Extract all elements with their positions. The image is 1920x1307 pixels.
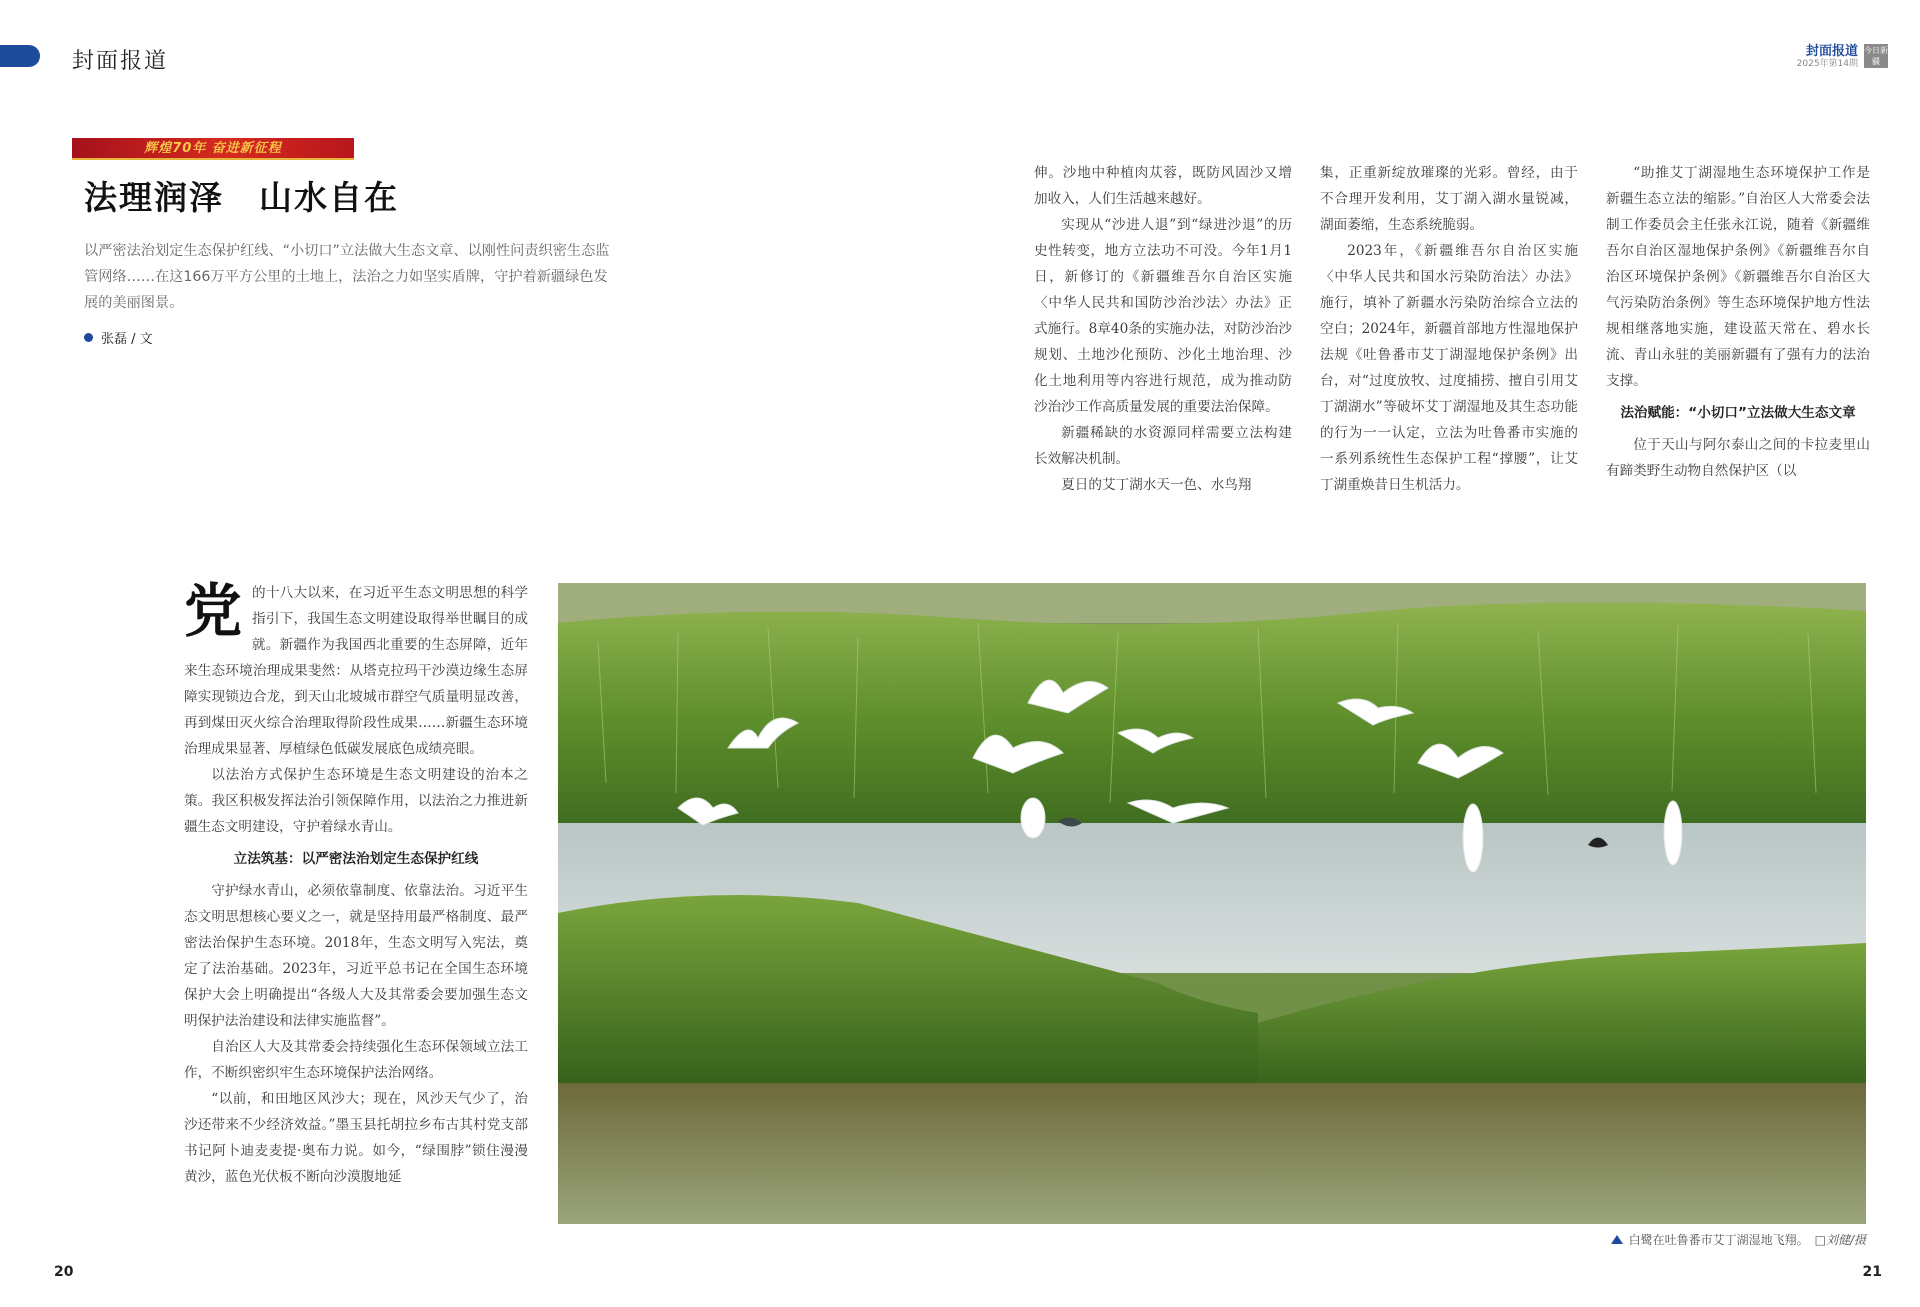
issue-number: 2025年第14期 bbox=[1796, 59, 1858, 69]
caption-triangle-icon bbox=[1611, 1235, 1623, 1244]
paragraph: 夏日的艾丁湖水天一色、水鸟翔 bbox=[1061, 477, 1252, 493]
paragraph: “以前，和田地区风沙大；现在，风沙天气少了，治沙还带来不少经济效益。”墨玉县托胡拉乡布古其村党支部书记阿卜迪麦麦提·奥布力说。如今，“绿围脖”锁住漫漫黄沙，蓝色光伏板不断向沙漠腹地延 bbox=[184, 1091, 528, 1185]
caption-text: 白鹭在吐鲁番市艾丁湖湿地飞翔。 bbox=[1628, 1233, 1809, 1247]
paragraph: “助推艾丁湖湿地生态环境保护工作是新疆生态立法的缩影。”自治区人大常委会法制工作委员会主任张永江说，随着《新疆维吾尔自治区湿地保护条例》《新疆维吾尔自治区环境保护条例》《新疆维吾尔自治区大气污染防治条例》等生态环境保护地方性法规相继落地实施，建设蓝天常在、碧水长流、青山永驻的美丽新疆有了强有力的法治支撑。 bbox=[1606, 165, 1870, 389]
magazine-logo: 今日新疆 bbox=[1864, 46, 1888, 66]
photo-caption bbox=[1611, 1231, 1866, 1248]
paragraph: 实现从“沙进人退”到“绿进沙退”的历史性转变，地方立法功不可没。今年1月1日，新修订的《新疆维吾尔自治区实施〈中华人民共和国防沙治沙法〉办法》正式施行。8章40条的实施办法，对防沙治沙规划、土地沙化预防、沙化土地治理、沙化土地利用等内容进行规范，成为推动防沙治沙工作高质量发展的重要法治保障。 bbox=[1034, 217, 1292, 415]
paragraph: 位于天山与阿尔泰山之间的卡拉麦里山有蹄类野生动物自然保护区（以 bbox=[1606, 437, 1870, 479]
text-column-2 bbox=[1034, 160, 1292, 498]
paragraph: 新疆稀缺的水资源同样需要立法构建长效解决机制。 bbox=[1034, 425, 1292, 467]
paragraph: 2023年，《新疆维吾尔自治区实施〈中华人民共和国水污染防治法〉办法》施行，填补了新疆水污染防治综合立法的空白；2024年，新疆首部地方性湿地保护法规《吐鲁番市艾丁湖湿地保护条例》出台，对“过度放牧、过度捕捞、擅自引用艾丁湖湖水”等破坏艾丁湖湿地及其生态功能的行为一一认定，立法为吐鲁番市实施的一系列系统性生态保护工程“撑腰”，让艾丁湖重焕昔日生机活力。 bbox=[1320, 243, 1578, 493]
campaign-banner: 辉煌70年 奋进新征程 bbox=[72, 138, 354, 160]
byline-bullet-icon bbox=[84, 333, 93, 342]
subheading: 立法筑基：以严密法治划定生态保护红线 bbox=[233, 851, 479, 867]
byline bbox=[84, 328, 153, 347]
drop-cap: 党 bbox=[184, 577, 243, 645]
subheading: 法治赋能：“小切口”立法做大生态文章 bbox=[1620, 405, 1856, 421]
article-lede: 以严密法治划定生态保护红线、“小切口”立法做大生态文章、以刚性问责织密生态监管网络……在这166万平方公里的土地上，法治之力如坚实盾牌，守护着新疆绿色发展的美丽图景。 bbox=[84, 243, 610, 311]
paragraph: 自治区人大及其常委会持续强化生态环保领域立法工作，不断织密织牢生态环境保护法治网络。 bbox=[184, 1039, 528, 1081]
paragraph: 伸。沙地中种植肉苁蓉，既防风固沙又增加收入，人们生活越来越好。 bbox=[1034, 165, 1292, 207]
page-number-right: 21 bbox=[1862, 1264, 1882, 1280]
text-column-3 bbox=[1320, 160, 1578, 498]
paragraph: 集，正重新绽放璀璨的光彩。曾经，由于不合理开发利用，艾丁湖入湖水量锐减，湖面萎缩，生态系统脆弱。 bbox=[1320, 165, 1578, 233]
paragraph: 守护绿水青山，必须依靠制度、依靠法治。习近平生态文明思想核心要义之一，就是坚持用最严格制度、最严密法治保护生态环境。2018年，生态文明写入宪法，奠定了法治基础。2023年，习近平总书记在全国生态环境保护大会上明确提出“各级人大及其常委会要加强生态文明保护法治建设和法律实施监督”。 bbox=[184, 883, 528, 1029]
section-tab-marker bbox=[0, 45, 40, 67]
wetland-egrets-photo bbox=[558, 583, 1866, 1224]
text-column-4 bbox=[1606, 160, 1870, 484]
opening-paragraph: 党的十八大以来，在习近平生态文明思想的科学指引下，我国生态文明建设取得举世瞩目的成就。新疆作为我国西北重要的生态屏障，近年来生态环境治理成果斐然：从塔克拉玛干沙漠边缘生态屏障实现锁边合龙，到天山北坡城市群空气质量明显改善，再到煤田灭火综合治理取得阶段性成果……新疆生态环境治理成果显著、厚植绿色低碳发展底色成绩亮眼。 bbox=[184, 577, 528, 757]
byline-author: 张磊 / 文 bbox=[101, 332, 153, 347]
text-column-1 bbox=[184, 577, 528, 1190]
running-header bbox=[1797, 44, 1888, 70]
running-header-title: 封面报道 bbox=[1805, 44, 1858, 59]
paragraph: 以法治方式保护生态环境是生态文明建设的治本之策。我区积极发挥法治引领保障作用，以法治之力推进新疆生态文明建设，守护着绿水青山。 bbox=[184, 767, 528, 835]
section-title: 封面报道 bbox=[72, 49, 169, 74]
article-headline: 法理润泽 山水自在 bbox=[84, 178, 399, 217]
photo-credit: □刘健/摄 bbox=[1814, 1233, 1866, 1247]
page-number-left: 20 bbox=[54, 1264, 74, 1280]
